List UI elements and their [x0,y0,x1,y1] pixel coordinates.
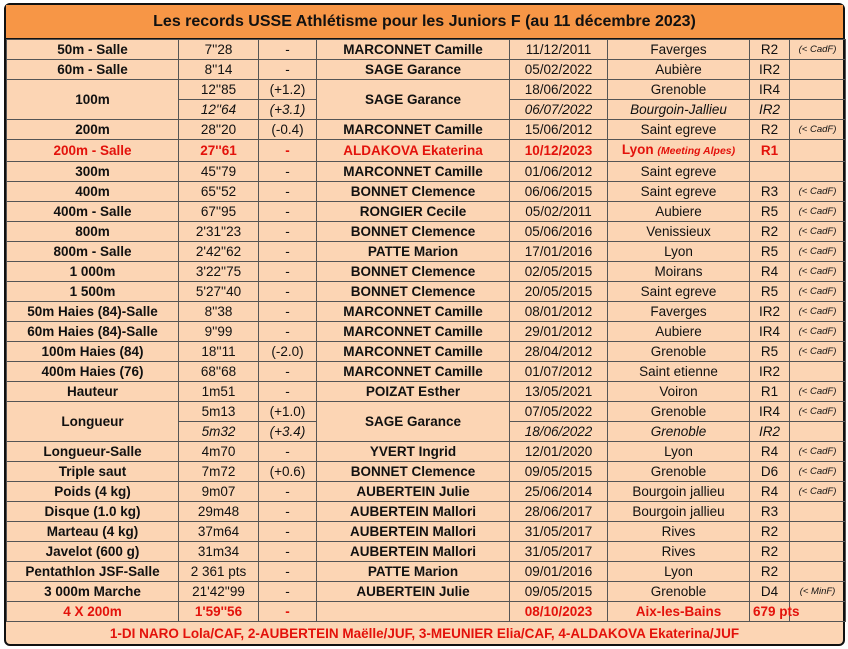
athlete-name-cell: AUBERTEIN Julie [317,482,510,502]
record-row [7,302,846,322]
date-cell: 02/05/2015 [510,262,608,282]
wind-cell: - [259,202,317,222]
place-cell: Grenoble [608,422,750,442]
wind-cell: - [259,522,317,542]
place-cell: Aubiere [608,202,750,222]
level-cell: R4 [750,262,790,282]
event-cell: Javelot (600 g) [7,542,179,562]
athlete-name-cell: MARCONNET Camille [317,302,510,322]
category-note-cell: (< CadF) [790,282,846,302]
date-cell: 17/01/2016 [510,242,608,262]
record-row [7,282,846,302]
athlete-name-cell: AUBERTEIN Mallori [317,502,510,522]
date-cell: 31/05/2017 [510,542,608,562]
date-cell: 25/06/2014 [510,482,608,502]
performance-cell: 5'27''40 [179,282,259,302]
date-cell: 10/12/2023 [510,140,608,162]
event-cell: 400m [7,182,179,202]
record-row [7,442,846,462]
date-cell: 07/05/2022 [510,402,608,422]
record-row [7,60,846,80]
level-cell: IR4 [750,80,790,100]
category-note-cell [790,422,846,442]
place-cell: Bourgoin jallieu [608,482,750,502]
date-cell: 31/05/2017 [510,522,608,542]
athlete-name-cell: RONGIER Cecile [317,202,510,222]
performance-cell: 8''38 [179,302,259,322]
date-cell: 28/06/2017 [510,502,608,522]
date-cell: 12/01/2020 [510,442,608,462]
record-row [7,462,846,482]
category-note-cell: (< CadF) [790,442,846,462]
level-cell: D6 [750,462,790,482]
wind-cell: - [259,362,317,382]
place-cell: Lyon [608,562,750,582]
category-note-cell [790,60,846,80]
category-note-cell: (< CadF) [790,242,846,262]
record-row [7,202,846,222]
category-note-cell [790,542,846,562]
level-cell: IR2 [750,362,790,382]
athlete-name-cell: ALDAKOVA Ekaterina [317,140,510,162]
athlete-name-cell: BONNET Clemence [317,182,510,202]
athlete-name-cell: SAGE Garance [317,60,510,80]
record-row [7,382,846,402]
place-cell: Rives [608,542,750,562]
place-cell: Venissieux [608,222,750,242]
place-cell: Aix-les-Bains [608,602,750,622]
date-cell: 05/02/2022 [510,60,608,80]
wind-cell: - [259,602,317,622]
place-cell: Saint egreve [608,162,750,182]
wind-cell: (+3.1) [259,100,317,120]
relay-team-footer: 1-DI NARO Lola/CAF, 2-AUBERTEIN Maëlle/JUF, 3-MEUNIER Elia/CAF, 4-ALDAKOVA Ekaterina/JUF [6,621,843,644]
level-cell: R5 [750,202,790,222]
date-cell: 08/10/2023 [510,602,608,622]
athlete-name-cell: MARCONNET Camille [317,162,510,182]
event-cell: 100m Haies (84) [7,342,179,362]
record-row [7,542,846,562]
category-note-cell: (< CadF) [790,40,846,60]
date-cell: 08/01/2012 [510,302,608,322]
performance-cell: 12''85 [179,80,259,100]
performance-cell: 68''68 [179,362,259,382]
place-cell: Grenoble [608,582,750,602]
record-row [7,140,846,162]
category-note-cell [790,502,846,522]
wind-cell: - [259,562,317,582]
athlete-name-cell: MARCONNET Camille [317,342,510,362]
performance-cell: 27''61 [179,140,259,162]
category-note-cell [790,362,846,382]
wind-cell: - [259,182,317,202]
place-cell: Rives [608,522,750,542]
athlete-name-cell: BONNET Clemence [317,282,510,302]
performance-cell: 21'42''99 [179,582,259,602]
event-cell: Hauteur [7,382,179,402]
wind-cell: - [259,542,317,562]
performance-cell: 1m51 [179,382,259,402]
record-row [7,482,846,502]
date-cell: 15/06/2012 [510,120,608,140]
event-cell: 100m [7,80,179,120]
record-row [7,242,846,262]
date-cell: 09/05/2015 [510,462,608,482]
records-table [6,39,846,622]
performance-cell: 7m72 [179,462,259,482]
record-row [7,222,846,242]
event-cell: 200m - Salle [7,140,179,162]
athlete-name-cell: POIZAT Esther [317,382,510,402]
place-cell: Lyon [608,242,750,262]
record-row [7,182,846,202]
event-cell: Pentathlon JSF-Salle [7,562,179,582]
record-row [7,562,846,582]
record-row [7,120,846,140]
event-cell: 1 500m [7,282,179,302]
wind-cell: - [259,262,317,282]
place-cell: Faverges [608,40,750,60]
category-note-cell: (< MinF) [790,582,846,602]
performance-cell: 2'31''23 [179,222,259,242]
record-row [7,582,846,602]
category-note-cell: (< CadF) [790,402,846,422]
level-cell: R5 [750,242,790,262]
performance-cell: 4m70 [179,442,259,462]
category-note-cell [790,80,846,100]
athlete-name-cell: BONNET Clemence [317,262,510,282]
wind-cell: - [259,482,317,502]
wind-cell: (+0.6) [259,462,317,482]
wind-cell: (+1.0) [259,402,317,422]
place-cell: Saint etienne [608,362,750,382]
level-cell: R2 [750,40,790,60]
category-note-cell [790,140,846,162]
place-cell: Lyon [608,442,750,462]
wind-cell: (+3.4) [259,422,317,442]
wind-cell: (-0.4) [259,120,317,140]
event-cell: 50m - Salle [7,40,179,60]
wind-cell: - [259,242,317,262]
record-row [7,322,846,342]
place-cell: Aubière [608,60,750,80]
wind-cell: - [259,40,317,60]
meeting-label: (Meeting Alpes) [657,145,736,157]
event-cell: Marteau (4 kg) [7,522,179,542]
category-note-cell: (< CadF) [790,262,846,282]
record-row [7,262,846,282]
level-cell: R3 [750,502,790,522]
performance-cell: 45''79 [179,162,259,182]
wind-cell: - [259,382,317,402]
athlete-name-cell: MARCONNET Camille [317,40,510,60]
performance-cell: 8''14 [179,60,259,80]
athlete-name-cell: PATTE Marion [317,242,510,262]
date-cell: 20/05/2015 [510,282,608,302]
date-cell: 28/04/2012 [510,342,608,362]
place-cell: Grenoble [608,80,750,100]
performance-cell: 12''64 [179,100,259,120]
page-title: Les records USSE Athlétisme pour les Juniors F (au 11 décembre 2023) [6,5,843,39]
performance-cell: 3'22''75 [179,262,259,282]
performance-cell: 2'42''62 [179,242,259,262]
place-cell: Faverges [608,302,750,322]
place-cell: Moirans [608,262,750,282]
athlete-name-cell: AUBERTEIN Mallori [317,542,510,562]
record-row [7,162,846,182]
level-cell: R1 [750,140,790,162]
place-cell: Saint egreve [608,120,750,140]
record-row [7,342,846,362]
performance-cell: 5m13 [179,402,259,422]
event-cell: 50m Haies (84)-Salle [7,302,179,322]
level-cell: R1 [750,382,790,402]
event-cell: Disque (1.0 kg) [7,502,179,522]
date-cell: 05/06/2016 [510,222,608,242]
level-cell: IR2 [750,422,790,442]
level-cell: R4 [750,442,790,462]
performance-cell: 7''28 [179,40,259,60]
event-cell: 200m [7,120,179,140]
category-note-cell: (< CadF) [790,322,846,342]
date-cell: 29/01/2012 [510,322,608,342]
level-cell: R5 [750,342,790,362]
level-cell: R4 [750,482,790,502]
athlete-name-cell [317,602,510,622]
performance-cell: 67''95 [179,202,259,222]
event-cell: Longueur [7,402,179,442]
athlete-name-cell: BONNET Clemence [317,462,510,482]
event-cell: Longueur-Salle [7,442,179,462]
wind-cell: - [259,282,317,302]
place-cell: Voiron [608,382,750,402]
performance-cell: 9''99 [179,322,259,342]
record-row [7,80,846,100]
level-cell: R5 [750,282,790,302]
wind-cell: - [259,140,317,162]
wind-cell: (-2.0) [259,342,317,362]
event-cell: 60m Haies (84)-Salle [7,322,179,342]
level-cell: IR2 [750,100,790,120]
level-cell: IR2 [750,60,790,80]
level-cell: IR2 [750,302,790,322]
event-cell: 800m [7,222,179,242]
place-cell: Bourgoin jallieu [608,502,750,522]
category-note-cell [790,562,846,582]
date-cell: 13/05/2021 [510,382,608,402]
athlete-name-cell: AUBERTEIN Julie [317,582,510,602]
athlete-name-cell: MARCONNET Camille [317,120,510,140]
place-cell [608,140,750,162]
record-row [7,362,846,382]
date-cell: 18/06/2022 [510,80,608,100]
place-cell: Bourgoin-Jallieu [608,100,750,120]
category-note-cell: (< CadF) [790,342,846,362]
date-cell: 06/07/2022 [510,100,608,120]
category-note-cell: (< CadF) [790,202,846,222]
level-cell: R2 [750,522,790,542]
event-cell: 1 000m [7,262,179,282]
wind-cell: (+1.2) [259,80,317,100]
place-label: Lyon [621,142,654,157]
level-cell: R2 [750,222,790,242]
place-cell: Saint egreve [608,182,750,202]
wind-cell: - [259,222,317,242]
date-cell: 18/06/2022 [510,422,608,442]
category-note-cell: (< CadF) [790,462,846,482]
wind-cell: - [259,322,317,342]
category-note-cell: (< CadF) [790,302,846,322]
athlete-name-cell: PATTE Marion [317,562,510,582]
wind-cell: - [259,582,317,602]
performance-cell: 31m34 [179,542,259,562]
performance-cell: 37m64 [179,522,259,542]
category-note-cell: (< CadF) [790,482,846,502]
event-cell: 800m - Salle [7,242,179,262]
wind-cell: - [259,302,317,322]
category-note-cell [790,100,846,120]
category-note-cell: (< CadF) [790,182,846,202]
date-cell: 06/06/2015 [510,182,608,202]
level-cell: R2 [750,542,790,562]
performance-cell: 1'59''56 [179,602,259,622]
level-cell: IR4 [750,402,790,422]
athlete-name-cell: MARCONNET Camille [317,322,510,342]
record-row [7,602,846,622]
date-cell: 09/01/2016 [510,562,608,582]
event-cell: 4 X 200m [7,602,179,622]
performance-cell: 18''11 [179,342,259,362]
record-row [7,522,846,542]
records-sheet [4,3,845,646]
date-cell: 05/02/2011 [510,202,608,222]
place-cell: Aubiere [608,322,750,342]
level-cell: R2 [750,120,790,140]
record-row [7,502,846,522]
athlete-name-cell: YVERT Ingrid [317,442,510,462]
event-cell: 3 000m Marche [7,582,179,602]
athlete-name-cell: BONNET Clemence [317,222,510,242]
wind-cell: - [259,162,317,182]
level-cell: 679 pts [750,602,790,622]
performance-cell: 65''52 [179,182,259,202]
place-cell: Grenoble [608,402,750,422]
event-cell: 60m - Salle [7,60,179,80]
category-note-cell: (< CadF) [790,382,846,402]
performance-cell: 9m07 [179,482,259,502]
place-cell: Grenoble [608,462,750,482]
event-cell: 400m Haies (76) [7,362,179,382]
athlete-name-cell: SAGE Garance [317,80,510,120]
athlete-name-cell: MARCONNET Camille [317,362,510,382]
athlete-name-cell: SAGE Garance [317,402,510,442]
record-row [7,40,846,60]
performance-cell: 5m32 [179,422,259,442]
level-cell: D4 [750,582,790,602]
wind-cell: - [259,442,317,462]
level-cell [750,162,790,182]
date-cell: 11/12/2011 [510,40,608,60]
category-note-cell: (< CadF) [790,120,846,140]
level-cell: IR4 [750,322,790,342]
event-cell: 400m - Salle [7,202,179,222]
place-cell: Grenoble [608,342,750,362]
level-cell: R3 [750,182,790,202]
athlete-name-cell: AUBERTEIN Mallori [317,522,510,542]
category-note-cell [790,522,846,542]
record-row [7,402,846,422]
category-note-cell [790,162,846,182]
place-cell: Saint egreve [608,282,750,302]
date-cell: 01/07/2012 [510,362,608,382]
event-cell: Poids (4 kg) [7,482,179,502]
wind-cell: - [259,60,317,80]
date-cell: 09/05/2015 [510,582,608,602]
performance-cell: 28''20 [179,120,259,140]
category-note-cell: (< CadF) [790,222,846,242]
event-cell: 300m [7,162,179,182]
date-cell: 01/06/2012 [510,162,608,182]
event-cell: Triple saut [7,462,179,482]
performance-cell: 2 361 pts [179,562,259,582]
performance-cell: 29m48 [179,502,259,522]
level-cell: R2 [750,562,790,582]
wind-cell: - [259,502,317,522]
